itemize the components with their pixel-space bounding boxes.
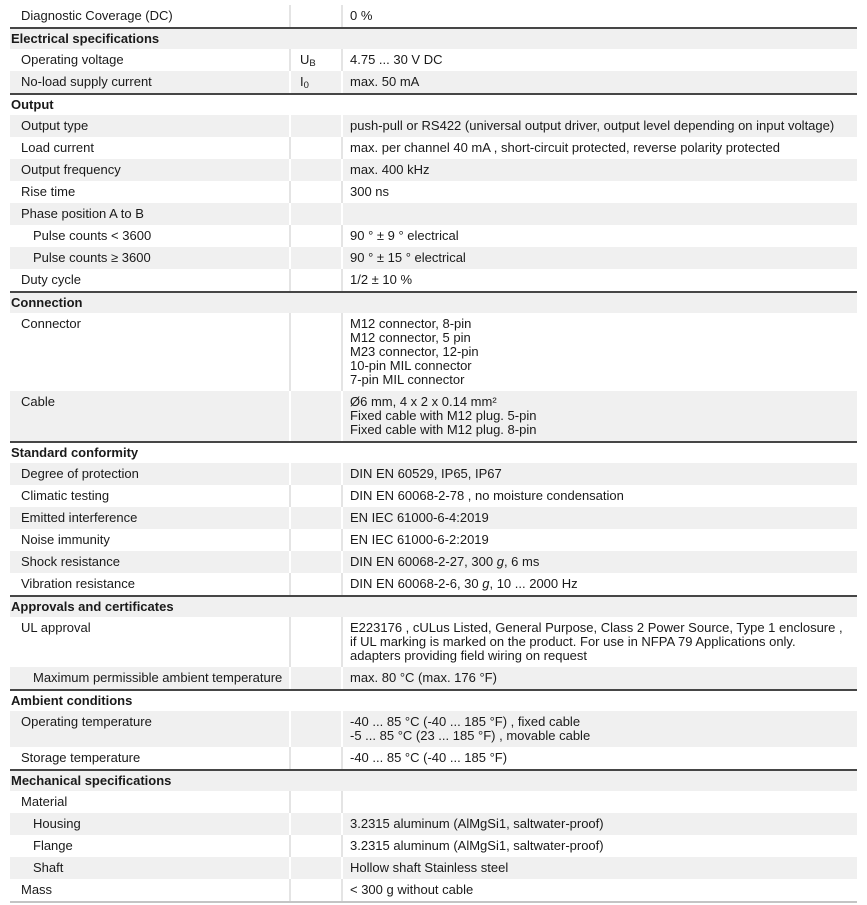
value-cell [343,313,857,391]
table-row [10,813,857,835]
value-line: Hollow shaft Stainless steel [350,860,509,875]
value-line: max. 50 mA [350,74,420,89]
value-cell [343,667,857,689]
parameter-label: Mass [21,882,53,897]
symbol-cell [291,137,343,159]
parameter-cell [10,857,291,879]
value-cell [343,137,857,159]
value-cell [343,391,857,441]
value-cell [343,529,857,551]
value-line: M23 connector, 12-pin [350,344,479,359]
section-header-row [10,441,857,463]
value-line: max. 400 kHz [350,162,430,177]
value-line: DIN EN 60068-2-27, 300 g, 6 ms [350,554,540,569]
section-header-row [10,27,857,49]
parameter-label: Operating voltage [21,52,124,67]
parameter-label: Pulse counts < 3600 [33,228,152,243]
table-row [10,391,857,441]
section-header-row [10,93,857,115]
symbol-cell [291,71,343,93]
value-cell [343,879,857,901]
symbol-cell [291,791,343,813]
parameter-cell [10,203,291,225]
parameter-label: UL approval [21,620,91,635]
value-cell [343,463,857,485]
parameter-cell [10,485,291,507]
section-header-row [10,595,857,617]
parameter-cell [10,463,291,485]
value-cell [343,485,857,507]
parameter-cell [10,711,291,747]
symbol-cell [291,857,343,879]
spec-table [10,5,857,903]
parameter-cell [10,115,291,137]
section-header-row [10,769,857,791]
value-line: 7-pin MIL connector [350,372,465,387]
symbol-cell [291,49,343,71]
value-line: -5 ... 85 °C (23 ... 185 °F) , movable cable [350,728,591,743]
parameter-cell [10,181,291,203]
symbol-cell [291,203,343,225]
value-cell [343,181,857,203]
table-row [10,529,857,551]
parameter-label: Housing [33,816,81,831]
parameter-cell [10,573,291,595]
table-row [10,667,857,689]
section-header-label: Standard conformity [11,445,139,460]
symbol-cell [291,247,343,269]
parameter-label: Shaft [33,860,64,875]
value-line: 1/2 ± 10 % [350,272,413,287]
symbol-cell [291,159,343,181]
value-line: adapters providing field wiring on request [350,648,588,663]
parameter-label: Shock resistance [21,554,120,569]
value-cell [343,159,857,181]
symbol-cell [291,269,343,291]
symbol-cell [291,551,343,573]
parameter-label: Cable [21,394,55,409]
value-cell [343,747,857,769]
table-row [10,879,857,901]
parameter-cell [10,71,291,93]
symbol-label: $I_0$ [300,74,309,91]
symbol-label: $U_B$ [300,52,316,69]
symbol-cell [291,617,343,667]
value-cell [343,203,857,225]
value-cell [343,711,857,747]
value-line: DIN EN 60068-2-6, 30 g, 10 ... 2000 Hz [350,576,578,591]
parameter-cell [10,667,291,689]
parameter-cell [10,813,291,835]
table-row [10,791,857,813]
value-cell [343,269,857,291]
value-cell [343,551,857,573]
parameter-label: Pulse counts ≥ 3600 [33,250,151,265]
value-cell [343,813,857,835]
value-line: E223176 , cULus Listed, General Purpose, Class 2 Power Source, Type 1 enclosure , [350,620,843,635]
value-cell [343,225,857,247]
value-line: max. 80 °C (max. 176 °F) [350,670,497,685]
value-cell [343,507,857,529]
value-line: Fixed cable with M12 plug. 8-pin [350,422,537,437]
value-cell [343,49,857,71]
parameter-label: Storage temperature [21,750,141,765]
parameter-cell [10,137,291,159]
value-line: Ø6 mm, 4 x 2 x 0.14 mm² [350,394,497,409]
table-row [10,747,857,769]
section-header-label: Connection [11,295,83,310]
value-cell [343,573,857,595]
parameter-label: Emitted interference [21,510,138,525]
section-header-label: Approvals and certificates [11,599,174,614]
parameter-cell [10,269,291,291]
parameter-cell [10,879,291,901]
section-header-label: Electrical specifications [11,31,160,46]
table-row [10,71,857,93]
parameter-label: No-load supply current [21,74,152,89]
symbol-cell [291,667,343,689]
symbol-cell [291,835,343,857]
table-row [10,463,857,485]
symbol-cell [291,879,343,901]
value-line: DIN EN 60068-2-78 , no moisture condensation [350,488,624,503]
parameter-label: Degree of protection [21,466,139,481]
value-line: M12 connector, 8-pin [350,316,472,331]
table-row [10,247,857,269]
parameter-label: Diagnostic Coverage (DC) [21,8,173,23]
symbol-cell [291,313,343,391]
symbol-cell [291,711,343,747]
symbol-cell [291,747,343,769]
parameter-label: Flange [33,838,73,853]
parameter-cell [10,5,291,27]
table-row [10,115,857,137]
parameter-label: Climatic testing [21,488,110,503]
table-row [10,137,857,159]
parameter-label: Noise immunity [21,532,110,547]
parameter-cell [10,225,291,247]
parameter-label: Output type [21,118,89,133]
value-line: < 300 g without cable [350,882,474,897]
symbol-cell [291,181,343,203]
table-row [10,857,857,879]
parameter-cell [10,247,291,269]
section-header-row [10,291,857,313]
section-header-label: Output [11,97,54,112]
parameter-cell [10,159,291,181]
value-line: 300 ns [350,184,390,199]
table-row [10,507,857,529]
value-line: EN IEC 61000-6-2:2019 [350,532,489,547]
value-cell [343,5,857,27]
value-line: max. per channel 40 mA , short-circuit protected, reverse polarity protected [350,140,780,155]
table-row [10,711,857,747]
value-line: push-pull or RS422 (universal output driver, output level depending on input voltage) [350,118,835,133]
parameter-cell [10,529,291,551]
parameter-label: Output frequency [21,162,121,177]
parameter-label: Maximum permissible ambient temperature [33,670,283,685]
value-line: -40 ... 85 °C (-40 ... 185 °F) , fixed cable [350,714,581,729]
table-row [10,269,857,291]
table-row [10,225,857,247]
table-row [10,181,857,203]
parameter-cell [10,617,291,667]
value-line: if UL marking is marked on the product. For use in NFPA 79 Applications only. [350,634,796,649]
value-line: -40 ... 85 °C (-40 ... 185 °F) [350,750,508,765]
value-line: 4.75 ... 30 V DC [350,52,443,67]
symbol-cell [291,5,343,27]
parameter-label: Operating temperature [21,714,152,729]
value-cell [343,115,857,137]
symbol-cell [291,391,343,441]
value-cell [343,835,857,857]
parameter-label: Duty cycle [21,272,81,287]
value-cell [343,247,857,269]
parameter-cell [10,835,291,857]
parameter-label: Phase position A to B [21,206,144,221]
value-cell [343,857,857,879]
symbol-cell [291,573,343,595]
parameter-cell [10,507,291,529]
symbol-cell [291,485,343,507]
table-row [10,203,857,225]
value-line: 3.2315 aluminum (AlMgSi1, saltwater-proof) [350,816,604,831]
parameter-label: Rise time [21,184,76,199]
value-cell [343,617,857,667]
value-line: 10-pin MIL connector [350,358,472,373]
section-header-label: Mechanical specifications [11,773,172,788]
table-row [10,617,857,667]
parameter-cell [10,791,291,813]
symbol-cell [291,507,343,529]
parameter-label: Material [21,794,68,809]
parameter-cell [10,747,291,769]
value-line: 0 % [350,8,373,23]
table-row [10,835,857,857]
parameter-label: Vibration resistance [21,576,135,591]
table-row [10,551,857,573]
parameter-cell [10,391,291,441]
symbol-cell [291,115,343,137]
symbol-cell [291,529,343,551]
value-line: 90 ° ± 15 ° electrical [350,250,466,265]
value-line: 90 ° ± 9 ° electrical [350,228,459,243]
table-row [10,5,857,27]
parameter-cell [10,49,291,71]
table-row [10,485,857,507]
section-header-row [10,689,857,711]
value-line: Fixed cable with M12 plug. 5-pin [350,408,537,423]
table-row [10,313,857,391]
symbol-cell [291,813,343,835]
value-line: DIN EN 60529, IP65, IP67 [350,466,502,481]
parameter-cell [10,551,291,573]
table-row [10,159,857,181]
table-row [10,573,857,595]
parameter-label: Connector [21,316,81,331]
section-header-label: Ambient conditions [11,693,133,708]
symbol-cell [291,225,343,247]
value-line: EN IEC 61000-6-4:2019 [350,510,489,525]
value-line: 3.2315 aluminum (AlMgSi1, saltwater-proof) [350,838,604,853]
value-cell [343,71,857,93]
value-line: M12 connector, 5 pin [350,330,471,345]
parameter-label: Load current [21,140,94,155]
symbol-cell [291,463,343,485]
table-row [10,49,857,71]
value-cell [343,791,857,813]
parameter-cell [10,313,291,391]
